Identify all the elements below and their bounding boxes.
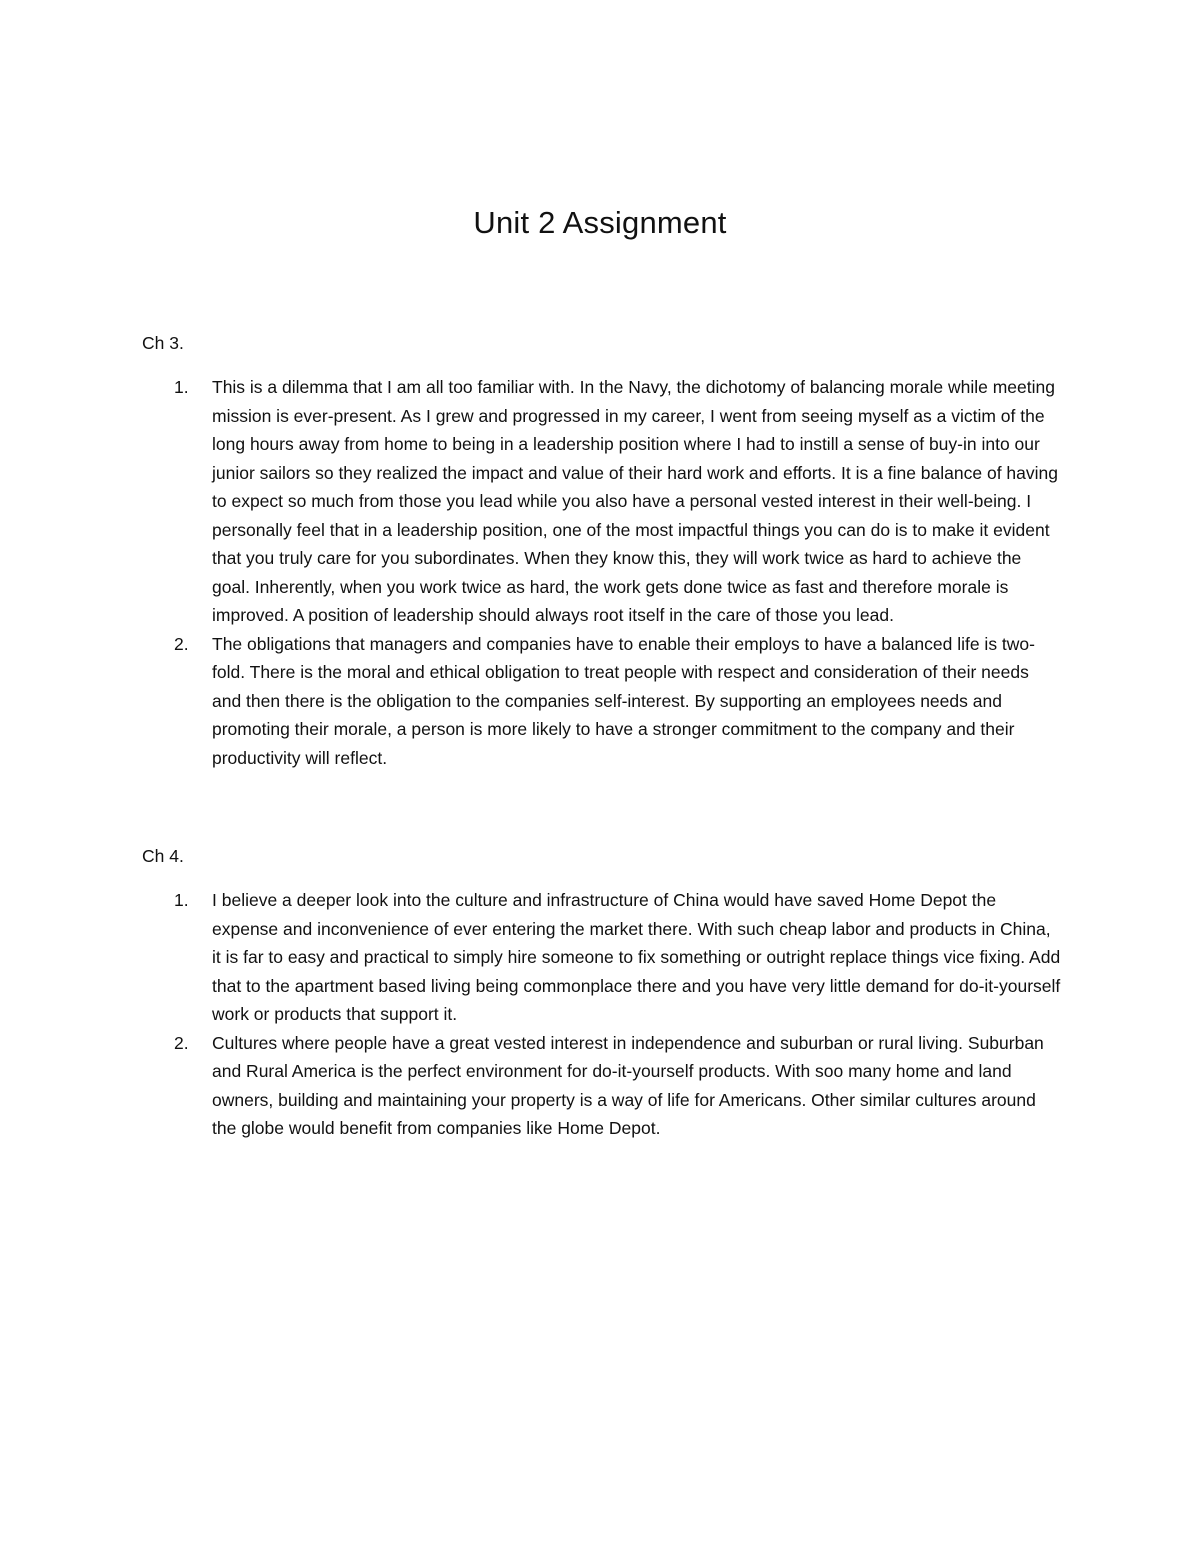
list-item <box>142 1029 1062 1143</box>
item-number: 2. <box>174 1032 189 1053</box>
item-text: I believe a deeper look into the culture and infrastructure of China would have saved Home Depot the expense and inconvenience of ever entering the market there. With such cheap labor and products in China, it is far to easy and practical to simply hire someone to fix something or outright replace things vice fixing. Add that to the apartment based living being commonplace there and you have very little demand for do-it-yourself work or products that support it. <box>212 890 1061 1024</box>
item-text: The obligations that managers and companies have to enable their employs to have a balanced life is two-fold. There is the moral and ethical obligation to treat people with respect and consideration of their needs and then there is the obligation to the companies self-interest. By supporting an employees needs and promoting their morale, a person is more likely to have a stronger commitment to the company and their productivity will reflect. <box>212 633 1035 768</box>
list-item <box>142 373 1062 630</box>
section-ch4 <box>142 845 1062 1143</box>
section-heading: Ch 4. <box>142 846 184 866</box>
section-heading: Ch 3. <box>142 333 184 353</box>
item-number: 1. <box>174 890 189 910</box>
answer-list <box>142 886 1062 1143</box>
list-item <box>142 886 1062 1029</box>
list-item <box>142 630 1062 773</box>
item-number: 2. <box>174 633 189 654</box>
item-text: Cultures where people have a great vested interest in independence and suburban or rural living. Suburban and Rural America is the perfect environment for do-it-yourself products. With soo many home and land owners, building and maintaining your property is a way of life for Americans. Other similar cultures around the globe would benefit from companies like Home Depot. <box>212 1032 1044 1138</box>
item-number: 1. <box>174 377 189 397</box>
page-title: Unit 2 Assignment <box>473 205 727 240</box>
item-text: This is a dilemma that I am all too familiar with. In the Navy, the dichotomy of balancing morale while meeting mission is ever-present. As I grew and progressed in my career, I went from seeing myself as a victim of the long hours away from home to being in a leadership position where I had to instill a sense of buy-in into our junior sailors so they realized the impact and value of their hard work and efforts. It is a fine balance of having to expect so much from those you lead while you also have a personal vested interest in their well-being. I personally feel that in a leadership position, one of the most impactful things you can do is to make it evident that you truly care for you subordinates. When they know this, they will work twice as hard to achieve the goal. Inherently, when you work twice as hard, the work gets done twice as fast and therefore morale is improved. A position of leadership should always root itself in the care of those you lead. <box>212 377 1058 625</box>
section-ch3 <box>142 332 1062 772</box>
answer-list <box>142 373 1062 772</box>
